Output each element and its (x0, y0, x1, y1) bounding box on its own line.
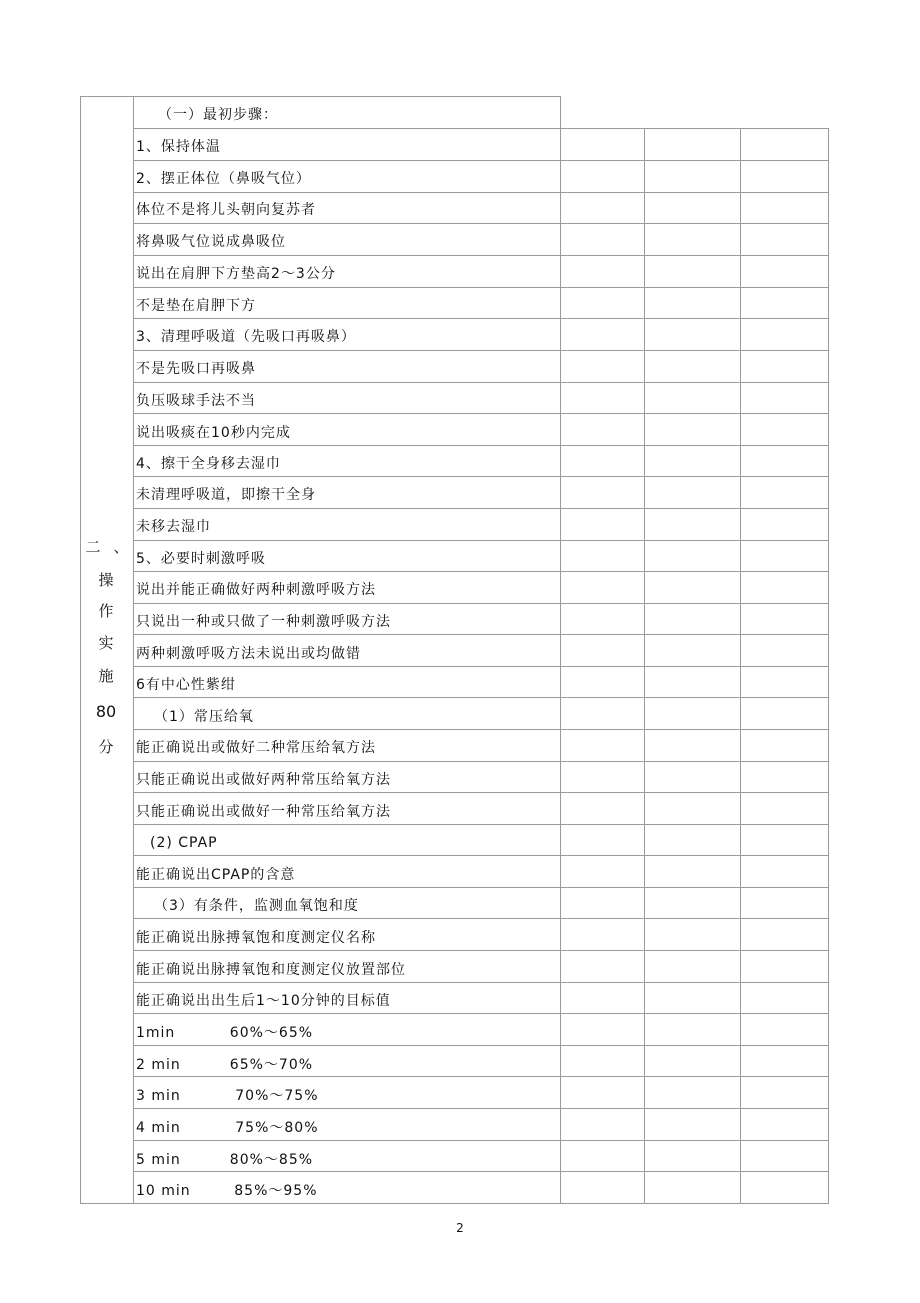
table-row: 能正确说出脉搏氧饱和度测定仪放置部位 (136, 962, 406, 978)
grid-line (133, 382, 829, 383)
table-row: 两种刺激呼吸方法未说出或均做错 (136, 646, 361, 662)
grid-line (133, 445, 829, 446)
grid-line (133, 223, 829, 224)
grid-line (133, 1140, 829, 1141)
table-row: 说出在肩胛下方垫高2～3公分 (136, 266, 336, 282)
grid-line (133, 918, 829, 919)
grid-line (133, 1171, 829, 1172)
section-char: 实 (98, 634, 114, 652)
grid-line (133, 413, 829, 414)
table-row: 5、必要时刺激呼吸 (136, 551, 266, 567)
section-char: 操 (98, 571, 114, 589)
section-char: 分 (98, 738, 114, 756)
table-row: 1、保持体温 (136, 139, 221, 155)
table-row: 只能正确说出或做好两种常压给氧方法 (136, 772, 391, 788)
table-row: 不是垫在肩胛下方 (136, 298, 256, 314)
grid-line (133, 950, 829, 951)
table-row: 10 min 85%～95% (136, 1183, 318, 1199)
table-row: 3、清理呼吸道（先吸口再吸鼻） (136, 329, 356, 345)
grid-line (133, 508, 829, 509)
table-row: 能正确说出脉搏氧饱和度测定仪名称 (136, 930, 376, 946)
grid-line (133, 792, 829, 793)
grid-line (133, 540, 829, 541)
table-row: （3）有条件，监测血氧饱和度 (154, 898, 359, 914)
table-row: 说出并能正确做好两种刺激呼吸方法 (136, 582, 376, 598)
grid-line (133, 982, 829, 983)
table-row: 说出吸痰在10秒内完成 (136, 425, 291, 441)
grid-line (133, 350, 829, 351)
grid-line (133, 192, 829, 193)
table-row: 未清理呼吸道，即擦干全身 (136, 487, 316, 503)
table-row: 3 min 70%～75% (136, 1088, 319, 1104)
grid-line (133, 729, 829, 730)
table-row: 只能正确说出或做好一种常压给氧方法 (136, 804, 391, 820)
section-char: 施 (98, 667, 114, 685)
table-row: 体位不是将儿头朝向复苏者 (136, 202, 316, 218)
table-row: （一）最初步骤： (158, 107, 278, 123)
grid-line (80, 1203, 829, 1204)
table-row: 4、擦干全身移去湿巾 (136, 456, 281, 472)
grid-line (133, 160, 829, 161)
grid-line (80, 96, 81, 1203)
grid-line (80, 96, 561, 97)
table-row: 能正确说出或做好二种常压给氧方法 (136, 740, 376, 756)
grid-line (133, 287, 829, 288)
grid-line (133, 697, 829, 698)
grid-line (133, 1013, 829, 1014)
grid-line (133, 318, 829, 319)
table-row: (2) CPAP (150, 835, 218, 851)
table-row: 负压吸球手法不当 (136, 393, 256, 409)
table-row: 只说出一种或只做了一种刺激呼吸方法 (136, 614, 391, 630)
grid-line (133, 603, 829, 604)
table-row: 5 min 80%～85% (136, 1152, 314, 1168)
section-char: 80 (95, 702, 117, 721)
page-number: 2 (456, 1221, 464, 1235)
grid-line (133, 666, 829, 667)
grid-line (133, 1045, 829, 1046)
table-row: 能正确说出出生后1～10分钟的目标值 (136, 993, 391, 1009)
table-row: 4 min 75%～80% (136, 1120, 319, 1136)
table-row: 6有中心性紫绀 (136, 677, 236, 693)
grid-line (133, 255, 829, 256)
grid-line (133, 824, 829, 825)
table-row: 2、摆正体位（鼻吸气位） (136, 171, 311, 187)
table-row: 将鼻吸气位说成鼻吸位 (136, 234, 286, 250)
table-row: （1）常压给氧 (154, 709, 254, 725)
section-char: 二 (85, 538, 101, 556)
grid-line (133, 571, 829, 572)
grid-line (133, 1108, 829, 1109)
grid-line (133, 887, 829, 888)
table-row: 不是先吸口再吸鼻 (136, 361, 256, 377)
grid-line (133, 761, 829, 762)
table-row: 2 min 65%～70% (136, 1057, 314, 1073)
table-row: 1min 60%～65% (136, 1025, 314, 1041)
section-char: 、 (113, 538, 129, 556)
grid-line (133, 855, 829, 856)
grid-line (133, 1076, 829, 1077)
table-row: 未移去湿巾 (136, 519, 211, 535)
grid-line (133, 476, 829, 477)
table-row: 能正确说出CPAP的含意 (136, 867, 296, 883)
grid-line (133, 96, 134, 1203)
grid-line (560, 96, 561, 1203)
grid-line (133, 128, 829, 129)
grid-line (133, 634, 829, 635)
section-char: 作 (98, 602, 114, 620)
